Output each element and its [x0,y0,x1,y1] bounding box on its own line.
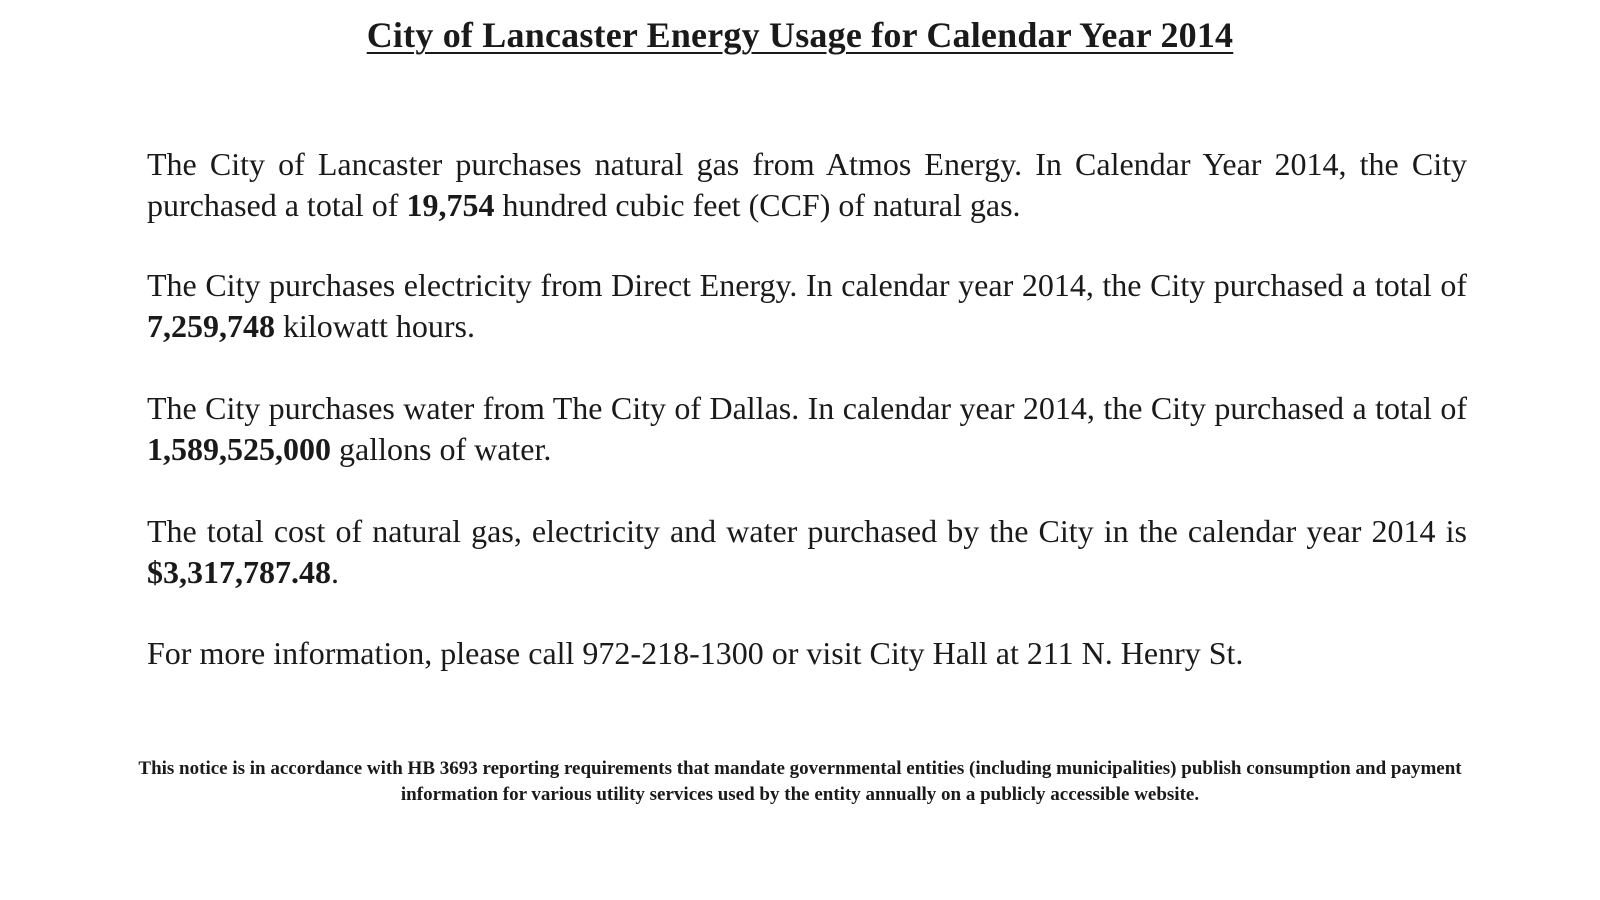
footer-notice: This notice is in accordance with HB 3693 reporting requirements that mandate governmental entities (including municipalities) publish consumption and payment information for various utility services used by the entity annually on a publicly accessible website. [138,758,1462,805]
cost-text-before: The total cost of natural gas, electricity and water purchased by the City in the calendar year 2014 is [147,513,1467,549]
water-amount: 1,589,525,000 [147,431,331,467]
gas-text-before: The City of Lancaster purchases natural gas from Atmos Energy. In Calendar Year 2014, the City purchased a total of [147,146,1467,223]
water-text-after: gallons of water. [331,431,552,467]
paragraph-water [147,388,1467,470]
paragraph-electricity [147,265,1467,347]
electricity-text-after: kilowatt hours. [275,308,475,344]
paragraph-total-cost [147,511,1467,593]
page-title: City of Lancaster Energy Usage for Calendar Year 2014 [366,15,1234,55]
water-text-before: The City purchases water from The City of Dallas. In calendar year 2014, the City purchased a total of [147,390,1467,426]
paragraph-natural-gas [147,144,1467,226]
electricity-text-before: The City purchases electricity from Direct Energy. In calendar year 2014, the City purchased a total of [147,267,1467,303]
gas-text-after: hundred cubic feet (CCF) of natural gas. [494,187,1021,223]
gas-amount: 19,754 [406,187,495,223]
electricity-amount: 7,259,748 [147,308,275,344]
total-cost-amount: $3,317,787.48 [147,554,331,590]
paragraph-contact: For more information, please call 972-218-1300 or visit City Hall at 211 N. Henry St. [147,635,1244,671]
cost-text-after: . [331,554,339,590]
